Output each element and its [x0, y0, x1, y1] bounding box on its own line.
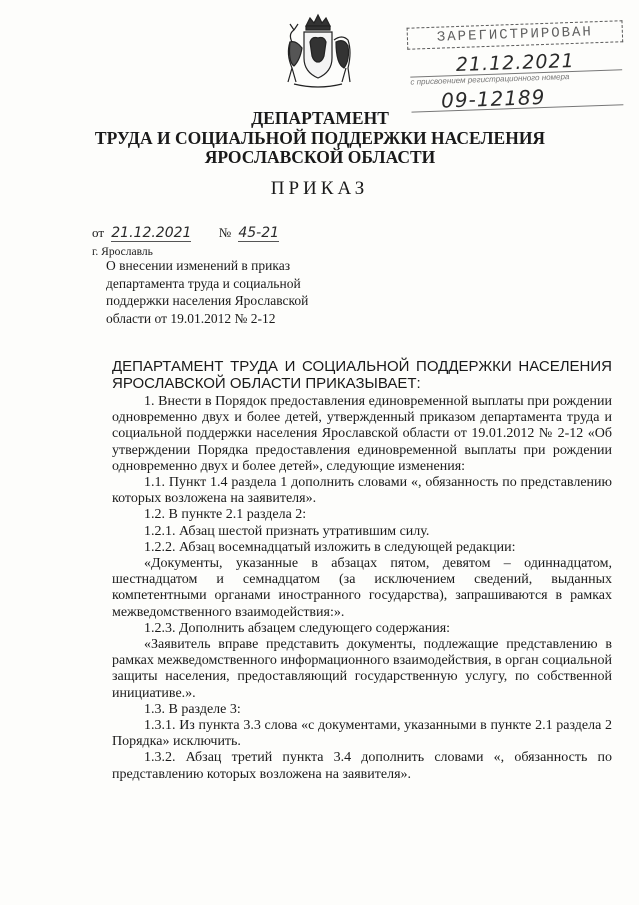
subject-line: области от 19.01.2012 № 2-12	[106, 310, 276, 326]
paragraph: 1.3.1. Из пункта 3.3 слова «с документами, указанными в пункте 2.1 раздела 2 Порядка» исключить.	[112, 718, 612, 750]
paragraph: «Документы, указанные в абзацах пятом, девятом – одиннадцатом, шестнадцатом и семнадцатом (за исключением сведений, выданных компетентными органами иностранного государства), запрашиваются в рамках межведомственного взаимодействия:».	[112, 556, 612, 620]
paragraph: 1. Внести в Порядок предоставления единовременной выплаты при рождении одновременно двух и более детей, утвержденный приказом департамента труда и социальной поддержки населения Ярославской области от 19.01.2012 № 2-12 «Об утверждении Порядка предоставления единовременной выплаты при рождении одновременно двух и более детей», следующие изменения:	[112, 394, 612, 474]
stamp-caption: с присвоением регистрационного номера	[410, 72, 570, 87]
order-body	[112, 358, 612, 783]
dept-line: ДЕПАРТАМЕНТ	[251, 108, 389, 128]
order-subject	[106, 257, 386, 327]
subject-line: О внесении изменений в приказ	[106, 258, 291, 273]
paragraph: 1.1. Пункт 1.4 раздела 1 дополнить словами «, обязанность по представлению которых возложена на заявителя».	[112, 475, 612, 507]
stamp-title: ЗАРЕГИСТРИРОВАН	[407, 20, 624, 50]
paragraph: 1.3.2. Абзац третий пункта 3.4 дополнить словами «, обязанность по представлению которых возложена на заявителя».	[112, 750, 612, 782]
dept-line: ЯРОСЛАВСКОЙ ОБЛАСТИ	[204, 147, 436, 167]
registration-stamp	[402, 18, 627, 116]
subject-line: поддержки населения Ярославской	[106, 293, 309, 308]
paragraph: 1.2.3. Дополнить абзацем следующего содержания:	[144, 620, 451, 636]
paragraph: 1.2.2. Абзац восемнадцатый изложить в следующей редакции:	[144, 539, 516, 555]
paragraph: 1.2.1. Абзац шестой признать утратившим силу.	[144, 523, 430, 539]
coat-of-arms-icon	[272, 12, 364, 92]
order-title: ПРИКАЗ	[270, 178, 369, 199]
paragraph: «Заявитель вправе представить документы, подлежащие представлению в рамках межведомственного информационного взаимодействия, в орган социальной защиты населения, предоставляющий государственную услугу, по собственной инициативе.».	[112, 637, 612, 701]
city: г. Ярославль	[92, 246, 153, 258]
date-label: от	[92, 225, 105, 240]
subject-line: департамента труда и социальной	[106, 275, 301, 291]
dept-line: ТРУДА И СОЦИАЛЬНОЙ ПОДДЕРЖКИ НАСЕЛЕНИЯ	[94, 127, 546, 148]
order-date: 21.12.2021	[111, 225, 192, 241]
department-header	[60, 109, 580, 168]
paragraph: 1.3. В разделе 3:	[144, 701, 241, 717]
stamp-number: 09-12189	[440, 84, 546, 113]
order-meta	[92, 225, 279, 242]
preamble: ДЕПАРТАМЕНТ ТРУДА И СОЦИАЛЬНОЙ ПОДДЕРЖКИ НАСЕЛЕНИЯ ЯРОСЛАВСКОЙ ОБЛАСТИ ПРИКАЗЫВАЕТ:	[112, 358, 612, 392]
order-number: 45-21	[238, 225, 280, 241]
number-label: №	[218, 225, 232, 240]
paragraph: 1.2. В пункте 2.1 раздела 2:	[144, 507, 307, 523]
stamp-date: 21.12.2021	[455, 49, 576, 77]
